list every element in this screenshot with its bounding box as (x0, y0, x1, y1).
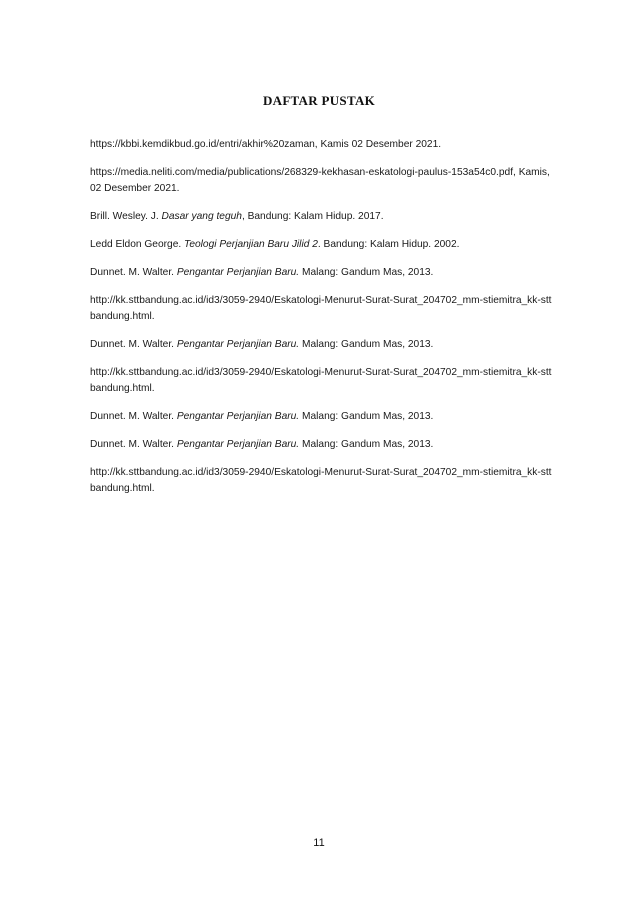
reference-text: https://media.neliti.com/media/publications/268329-kekhasan-eskatologi-paulus-153a54c0.pdf, Kamis, 02 Desember 2021. (90, 167, 550, 194)
reference-title: Pengantar Perjanjian Baru. (176, 439, 300, 450)
reference-item (90, 337, 554, 353)
reference-item (90, 237, 554, 253)
reference-text: Dunnet. M. Walter. (90, 439, 177, 450)
reference-list (90, 137, 554, 509)
reference-publisher: Malang: Gandum Mas, 2013. (299, 411, 434, 422)
reference-item (90, 137, 554, 153)
page-title: DAFTAR PUSTAK (262, 93, 376, 108)
reference-title: Pengantar Perjanjian Baru. (176, 267, 300, 278)
reference-text: http://kk.sttbandung.ac.id/id3/3059-2940/Eskatologi-Menurut-Surat-Surat_204702_mm-stiemitra_kk-sttbandung.html. (90, 295, 552, 322)
reference-publisher: . Bandung: Kalam Hidup. 2002. (317, 239, 460, 250)
reference-text: Dunnet. M. Walter. (90, 267, 177, 278)
reference-text: Ledd Eldon George. (90, 239, 185, 250)
reference-publisher: Malang: Gandum Mas, 2013. (299, 439, 434, 450)
reference-item (90, 409, 554, 425)
reference-item (90, 365, 554, 397)
reference-publisher: Malang: Gandum Mas, 2013. (299, 267, 434, 278)
reference-text: Dunnet. M. Walter. (90, 339, 177, 350)
reference-text: http://kk.sttbandung.ac.id/id3/3059-2940/Eskatologi-Menurut-Surat-Surat_204702_mm-stiemitra_kk-sttbandung.html. (90, 467, 552, 494)
reference-item (90, 209, 554, 225)
page-number: 11 (313, 837, 325, 849)
reference-publisher: , Bandung: Kalam Hidup. 2017. (241, 211, 384, 222)
reference-text: http://kk.sttbandung.ac.id/id3/3059-2940/Eskatologi-Menurut-Surat-Surat_204702_mm-stiemitra_kk-sttbandung.html. (90, 367, 552, 394)
reference-publisher: Malang: Gandum Mas, 2013. (299, 339, 434, 350)
reference-item (90, 437, 554, 453)
reference-item (90, 165, 554, 197)
reference-text: https://kbbi.kemdikbud.go.id/entri/akhir%20zaman, Kamis 02 Desember 2021. (90, 139, 442, 150)
reference-text: Brill. Wesley. J. (90, 211, 162, 222)
reference-item (90, 465, 554, 497)
reference-title: Pengantar Perjanjian Baru. (176, 339, 300, 350)
reference-item (90, 293, 554, 325)
reference-item (90, 265, 554, 281)
reference-title: Teologi Perjanjian Baru Jilid 2 (184, 239, 318, 250)
reference-title: Pengantar Perjanjian Baru. (176, 411, 300, 422)
reference-text: Dunnet. M. Walter. (90, 411, 177, 422)
reference-title: Dasar yang teguh (161, 211, 242, 222)
